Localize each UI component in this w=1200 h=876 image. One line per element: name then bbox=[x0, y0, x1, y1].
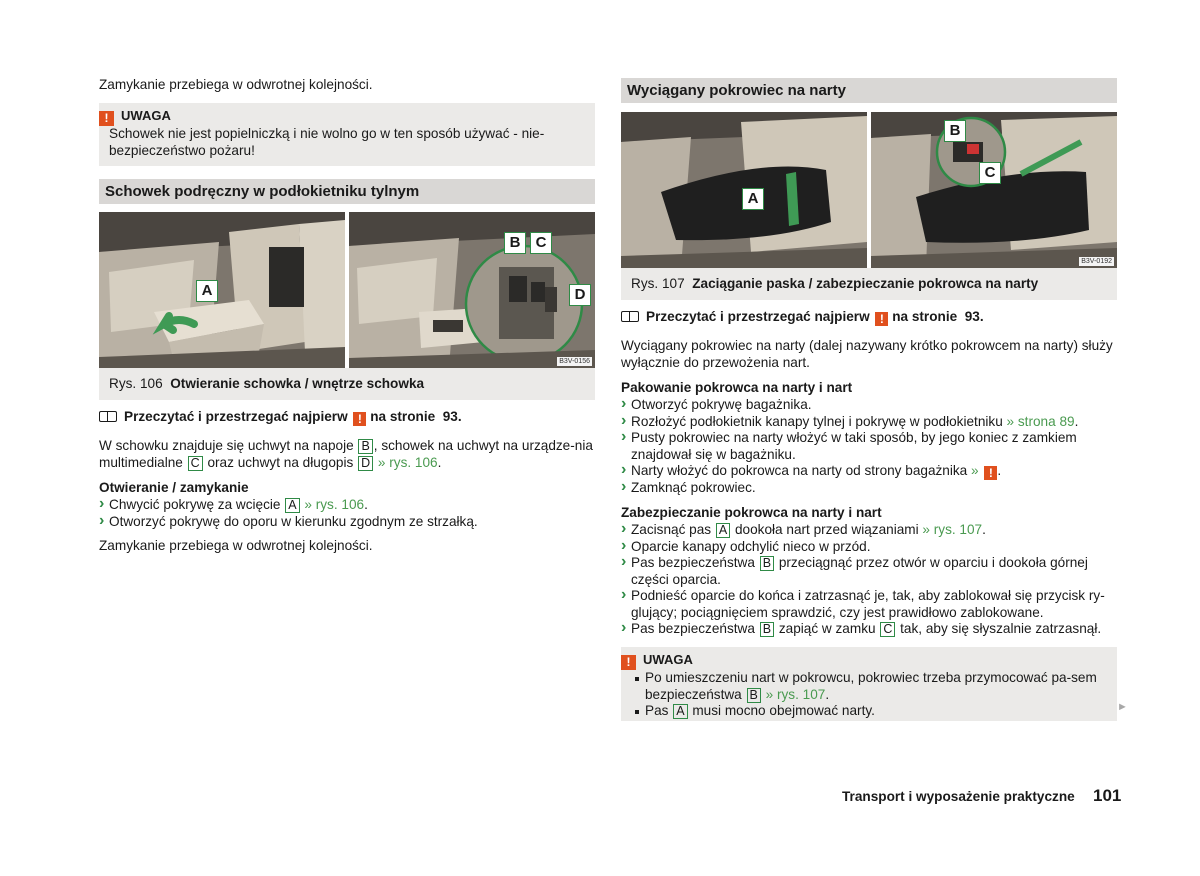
callout-b: B bbox=[944, 120, 966, 142]
sub-heading-packing: Pakowanie pokrowca na narty i nart bbox=[621, 380, 853, 395]
step-item: › Otworzyć pokrywę do oporu w kierunku zgodnym ze strzałką. bbox=[99, 514, 595, 531]
page-reference[interactable]: 93. bbox=[964, 309, 984, 324]
photo-ski-bag-strap bbox=[621, 112, 867, 268]
label-a: A bbox=[285, 498, 299, 513]
page-link[interactable]: » strona 89 bbox=[1006, 413, 1075, 429]
label-b: B bbox=[760, 556, 774, 571]
closing-note-bottom: Zamykanie przebiega w odwrotnej kolejności. bbox=[99, 538, 373, 553]
callout-c: C bbox=[979, 162, 1001, 184]
warning-ref-icon: ! bbox=[984, 466, 997, 480]
warning-link[interactable]: » bbox=[971, 463, 979, 478]
sub-heading-securing: Zabezpieczanie pokrowca na narty i nart bbox=[621, 505, 882, 520]
photo-ski-bag-seatbelt bbox=[871, 112, 1117, 268]
continue-arrow-icon: ► bbox=[1117, 701, 1128, 713]
warning-icon: ! bbox=[621, 655, 636, 670]
ski-bag-seatbelt-illustration bbox=[871, 112, 1117, 268]
callout-b: B bbox=[504, 232, 526, 254]
step-item: › Otworzyć pokrywę bagażnika. bbox=[621, 397, 1117, 414]
book-icon bbox=[99, 411, 117, 422]
step-item: › Pas bezpieczeństwa B zapiąć w zamku C tak, aby się słyszalnie zatrzasnął. bbox=[621, 621, 1117, 638]
figure-106 bbox=[99, 212, 595, 400]
step-item: › Pusty pokrowiec na narty włożyć w taki sposób, by jego koniec z zamkiem znajdował się w bagażniku. bbox=[621, 430, 1117, 463]
step-item: › Pas bezpieczeństwa B przeciągnąć przez otwór w oparciu i dookoła górnej części oparcia. bbox=[621, 555, 1117, 588]
warning-bullets bbox=[633, 670, 1107, 720]
warning-title: UWAGA bbox=[121, 108, 171, 123]
step-item: › Narty włożyć do pokrowca na narty od strony bagażnika » ! . bbox=[621, 463, 1117, 480]
callout-d: D bbox=[569, 284, 591, 306]
warning-icon: ! bbox=[99, 111, 114, 126]
closing-note-top: Zamykanie przebiega w odwrotnej kolejności. bbox=[99, 77, 373, 92]
callout-a: A bbox=[196, 280, 218, 302]
armrest-interior-illustration bbox=[349, 212, 595, 368]
label-a: A bbox=[716, 523, 730, 538]
securing-steps bbox=[621, 522, 1117, 638]
step-item: › Oparcie kanapy odchylić nieco w przód. bbox=[621, 539, 1117, 556]
figure-code: B3V-0192 bbox=[1081, 258, 1112, 265]
packing-steps bbox=[621, 397, 1117, 497]
figure-title: Zaciąganie paska / zabezpieczanie pokrowca na narty bbox=[692, 276, 1039, 291]
photo-armrest-interior bbox=[349, 212, 595, 368]
sub-heading-open-close: Otwieranie / zamykanie bbox=[99, 480, 249, 495]
figure-code: B3V-0156 bbox=[559, 358, 590, 365]
figure-link[interactable]: » rys. 107 bbox=[765, 686, 826, 702]
page-reference[interactable]: 93. bbox=[442, 409, 462, 424]
read-first-note: Przeczytać i przestrzegać najpierw ! na stronie 93. bbox=[621, 308, 1117, 326]
step-item: › Zamknąć pokrowiec. bbox=[621, 480, 1117, 497]
photo-armrest-opening bbox=[99, 212, 345, 368]
label-c: C bbox=[188, 456, 203, 471]
figure-link[interactable]: » rys. 106 bbox=[304, 497, 365, 512]
label-a: A bbox=[673, 704, 687, 719]
warning-ref-icon: ! bbox=[353, 412, 366, 426]
figure-107 bbox=[621, 112, 1117, 300]
ski-bag-intro: Wyciągany pokrowiec na narty (dalej nazywany krótko pokrowcem na narty) służy wyłącznie do przewożenia nart. bbox=[621, 338, 1113, 370]
figure-link[interactable]: » rys. 107 bbox=[922, 522, 983, 537]
book-icon bbox=[621, 311, 639, 322]
warning-box-ski-bag bbox=[621, 647, 1117, 721]
figure-number: Rys. 107 bbox=[631, 276, 685, 291]
label-b: B bbox=[747, 688, 761, 703]
figure-caption bbox=[99, 368, 595, 400]
figure-number: Rys. 106 bbox=[109, 376, 163, 391]
warning-box-ashtray bbox=[99, 103, 595, 166]
read-first-note: Przeczytać i przestrzegać najpierw ! na stronie 93. bbox=[99, 408, 595, 426]
storage-description: W schowku znajduje się uchwyt na napoje B , schowek na uchwyt na urządze-nia multimedialne C oraz uchwyt na długopis D » rys. 106. bbox=[99, 438, 593, 470]
label-b: B bbox=[358, 439, 372, 454]
label-c: C bbox=[880, 622, 895, 637]
section-heading-ski-bag: Wyciągany pokrowiec na narty bbox=[621, 78, 1117, 103]
step-item: › Rozłożyć podłokietnik kanapy tylnej i pokrywę w podłokietniku » strona 89. bbox=[621, 414, 1117, 431]
warning-text: Schowek nie jest popielniczką i nie wolno go w ten sposób używać - nie-bezpieczeństwo pożaru! bbox=[109, 126, 545, 158]
warning-title: UWAGA bbox=[643, 652, 693, 667]
figure-caption bbox=[621, 268, 1117, 300]
open-close-steps bbox=[99, 497, 595, 530]
figure-title: Otwieranie schowka / wnętrze schowka bbox=[170, 376, 425, 391]
figure-link[interactable]: » rys. 106 bbox=[377, 454, 438, 470]
label-d: D bbox=[358, 456, 373, 471]
label-b: B bbox=[760, 622, 774, 637]
section-heading-armrest-storage: Schowek podręczny w podłokietniku tylnym bbox=[99, 179, 595, 204]
callout-a: A bbox=[742, 188, 764, 210]
step-item: › Podnieść oparcie do końca i zatrzasnąć je, tak, aby zablokował się przycisk ry-glujący; pociągnięciem sprawdzić, czy jest prawidłowo zablokowane. bbox=[621, 588, 1117, 621]
footer-section-title: Transport i wyposażenie praktyczne bbox=[842, 789, 1075, 804]
callout-c: C bbox=[530, 232, 552, 254]
warning-ref-icon: ! bbox=[875, 312, 888, 326]
armrest-opening-illustration bbox=[99, 212, 345, 368]
step-item: › Chwycić pokrywę za wcięcie A » rys. 106. bbox=[99, 497, 595, 514]
warning-bullet: Pas A musi mocno obejmować narty. bbox=[633, 703, 1107, 720]
page-number: 101 bbox=[1093, 786, 1122, 805]
warning-bullet: Po umieszczeniu nart w pokrowcu, pokrowiec trzeba przymocować pa-sem bezpieczeństwa B » rys. 107. bbox=[633, 670, 1107, 703]
step-item: › Zacisnąć pas A dookoła nart przed wiązaniami » rys. 107. bbox=[621, 522, 1117, 539]
